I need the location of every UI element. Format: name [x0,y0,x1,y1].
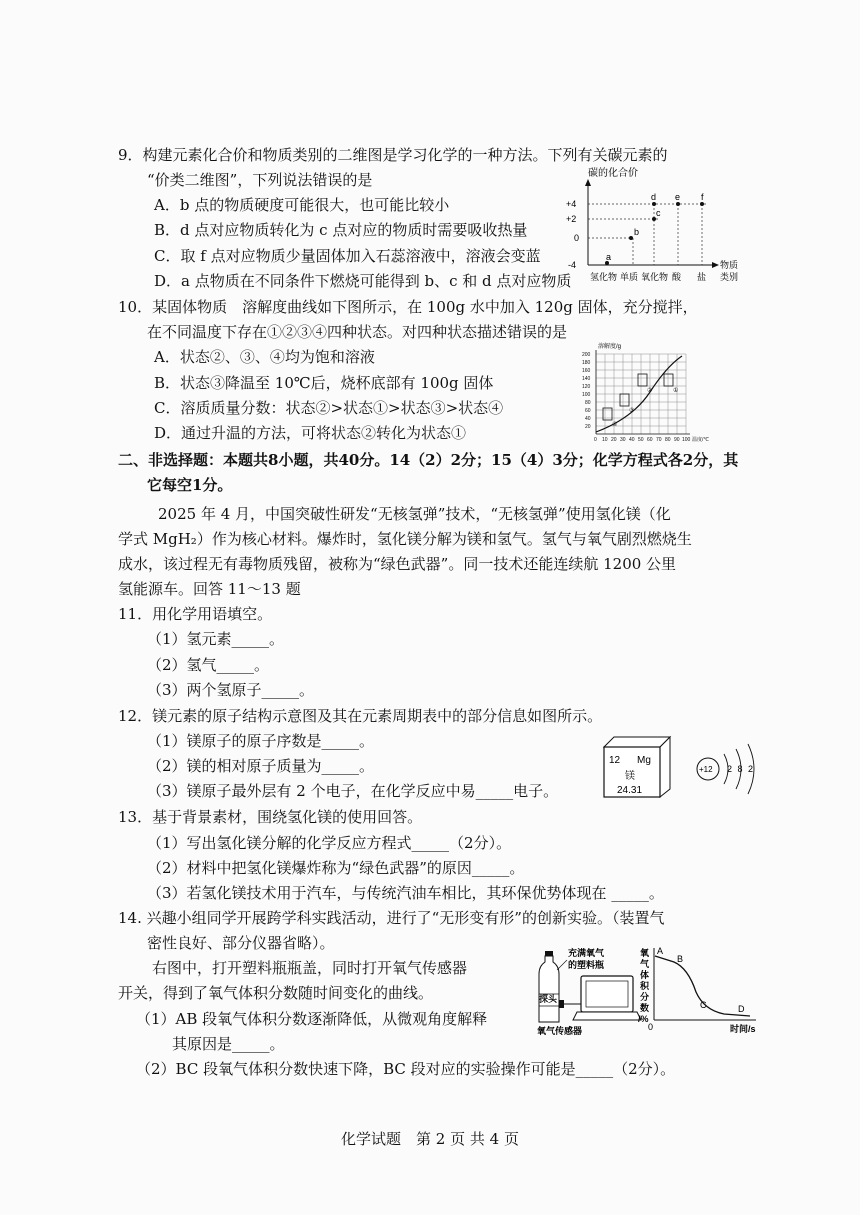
q10-stem-1: 10．某固体物质 溶解度曲线如下图所示，在 100g 水中加入 120g 固体，充分搅拌， [118,298,698,316]
q13-sub-2: （2）材料中把氢化镁爆炸称为“绿色武器”的原因_____。 [147,859,525,877]
q12-symbol: Mg [637,755,651,766]
q14-graph-ylabel: /% [638,1014,649,1024]
q9-xtick: 氢化物 [590,272,618,282]
q14-bottle-label: 充满氧气 [568,948,605,958]
q10-ytick: 20 [585,424,591,430]
q10-xtick: 40 [629,437,635,443]
q9-point-label: d [651,192,657,202]
q10-xtick: 90 [674,437,680,443]
q14-para-1: 右图中，打开塑料瓶瓶盖，同时打开氧气传感器 [152,959,468,977]
q9-point-label: e [675,192,681,202]
q14-apparatus [535,944,655,1036]
section-2-title: 二、非选择题：本题共8小题，共40分。14（2）2分；15（4）3分；化学方程式各2分，其 [118,451,739,469]
q14-graph-ylabel: 积 [640,981,650,991]
q9-ytick: +2 [566,214,577,224]
q12-atom-diagram [694,740,774,796]
q10-xtick: 100 [682,437,691,443]
q13-sub-1: （1）写出氢化镁分解的化学反应方程式_____（2分）。 [147,834,512,852]
q10-ytick: 40 [585,416,591,422]
q9-stem-1: 9．构建元素化合价和物质类别的二维图是学习化学的一种方法。下列有关碳元素的 [118,146,668,164]
q14-graph-origin: 0 [648,1022,654,1032]
q12-element-cell [598,735,676,799]
q9-xtick: 酸 [672,272,682,282]
q10-xtick: 70 [656,437,662,443]
material-line-3: 成水，该过程无有毒物质残留，被称为“绿色武器”。同一技术还能连续航 1200 公里 [118,555,677,573]
q10-xtick: 20 [611,437,617,443]
q10-option-a: A．状态②、③、④均为饱和溶液 [154,348,375,366]
q11-stem: 11．用化学用语填空。 [118,605,273,623]
q12-nucleus-charge: +12 [699,765,713,774]
page-footer: 化学试题 第 2 页 共 4 页 [341,1130,519,1148]
q10-option-b: B．状态③降温至 10℃后，烧杯底部有 100g 固体 [154,374,494,392]
q12-sub-2: （2）镁的相对原子质量为_____。 [147,757,375,775]
q9-point-b [629,236,633,240]
q12-stem: 12．镁元素的原子结构示意图及其在元素周期表中的部分信息如图所示。 [118,707,603,725]
q14-point-label: B [677,954,684,964]
q9-xtick: 单质 [620,272,639,282]
q9-option-a: A．b 点的物质硬度可能很大，也可能比较小 [154,196,450,214]
q10-ytick: 140 [582,376,591,382]
q11-sub-1: （1）氢元素_____。 [147,630,285,648]
q14-sensor-label: 氧气传感器 [537,1026,583,1036]
q9-xlabel: 类别 [720,272,739,282]
q10-ytick: 120 [582,384,591,390]
q9-point-e [676,202,680,206]
q11-sub-2: （2）氢气_____。 [147,656,270,674]
q12-atomic-number: 12 [609,755,621,766]
q10-ytick: 180 [582,360,591,366]
q14-stem-1: 14. 兴趣小组同学开展跨学科实践活动，进行了“无形变有形”的创新实验。（装置气 [118,909,665,927]
q9-option-b: B．d 点对应物质转化为 c 点对应的物质时需要吸收热量 [154,221,528,239]
material-line-1: 2025 年 4 月，中国突破性研发“无核氢弹”技术，“无核氢弹”使用氢化镁（化 [158,505,671,523]
q14-sub-1a: （1）AB 段氧气体积分数逐渐降低，从微观角度解释 [136,1010,488,1028]
q13-stem: 13．基于背景素材，围绕氢化镁的使用回答。 [118,808,423,826]
q9-valence-class-chart [560,165,750,295]
q14-sub-1b: 其原因是_____。 [172,1035,285,1053]
q10-ytick: 160 [582,368,591,374]
q9-point-label: f [701,192,704,202]
q14-point-label: A [657,946,664,956]
q9-point-d [652,202,656,206]
q9-chart-ylabel: 碳的化合价 [588,168,638,179]
q10-state-label: ③ [629,408,635,414]
q14-bottle-label: 的塑料瓶 [568,960,605,970]
q10-xtick: 60 [647,437,653,443]
q10-xlabel: 温度/℃ [692,437,710,443]
q14-point-label: D [738,1004,745,1014]
q9-xlabel: 物质 [720,260,739,270]
q11-sub-3: （3）两个氢原子_____。 [147,681,315,699]
q10-xtick: 30 [620,437,626,443]
q10-xtick: 0 [594,437,597,443]
q12-sub-3: （3）镁原子最外层有 2 个电子，在化学反应中易_____电子。 [147,782,559,800]
q10-ytick: 80 [585,400,591,406]
q10-option-d: D．通过升温的方法，可将状态②转化为状态① [154,424,467,442]
q14-sub-2: （2）BC 段氧气体积分数快速下降，BC 段对应的实验操作可能是_____（2分）。 [136,1060,676,1078]
q12-atomic-mass: 24.31 [617,785,643,796]
q12-electron-shells: 2 8 2 [727,764,754,774]
q14-graph-ylabel: 分 [640,992,650,1002]
q9-point-label: c [656,208,661,218]
q10-state-label: ② [647,388,653,394]
q9-stem-2: “价类二维图”，下列说法错误的是 [147,171,373,189]
q9-point-f [700,202,704,206]
q10-xtick: 50 [638,437,644,443]
q12-element-name: 镁 [625,771,635,782]
q9-option-d: D．a 点物质在不同条件下燃烧可能得到 b、c 和 d 点对应物质 [154,272,572,290]
q14-para-2: 开关，得到了氧气体积分数随时间变化的曲线。 [118,984,434,1002]
q9-ytick: -4 [568,260,577,270]
q10-option-c: C．溶质质量分数：状态②>状态①>状态③>状态④ [154,399,504,417]
q9-option-c: C．取 f 点对应物质少量固体加入石蕊溶液中，溶液会变蓝 [154,247,541,265]
q14-point-label: C [700,1000,707,1010]
q14-stem-2: 密性良好、部分仪器省略）。 [147,934,335,952]
q12-sub-1: （1）镁原子的原子序数是_____。 [147,732,375,750]
q13-sub-3: （3）若氢化镁技术用于汽车，与传统汽油车相比，其环保优势体现在 _____。 [147,884,664,902]
q14-graph-ylabel: 数 [640,1003,650,1013]
q9-xtick: 氧化物 [641,272,669,282]
q9-ytick: +4 [566,199,577,209]
q10-stem-2: 在不同温度下存在①②③④四种状态。对四种状态描述错误的是 [147,323,568,341]
q14-graph-ylabel: 体 [640,970,650,980]
q9-ytick: 0 [574,233,580,243]
section-2-title-cont: 它每空1分。 [147,476,233,494]
q14-probe-label: 探头 [539,994,558,1004]
q14-graph-ylabel: 气 [640,959,650,969]
q10-ytick: 200 [582,352,591,358]
q10-xtick: 80 [665,437,671,443]
q14-graph-xlabel: 时间/s [730,1024,756,1034]
material-line-4: 氢能源车。回答 11～13 题 [118,580,301,598]
q10-solubility-chart [578,340,728,446]
material-line-2: 学式 MgH₂）作为核心材料。爆炸时，氢化镁分解为镁和氢气。氢气与氧气剧烈燃烧生 [118,530,692,548]
q9-xtick: 盐 [697,272,707,282]
q9-point-label: a [606,252,612,262]
q9-point-label: b [634,227,640,237]
q10-state-label: ① [673,388,679,394]
q14-oxygen-graph [638,944,780,1036]
q10-ytick: 60 [585,408,591,414]
q10-ytick: 100 [582,392,591,398]
q14-graph-ylabel: 氧 [640,948,650,958]
q10-xtick: 10 [602,437,608,443]
q10-state-label: ④ [612,422,618,428]
q10-chart-ylabel: 溶解度/g [598,344,622,350]
